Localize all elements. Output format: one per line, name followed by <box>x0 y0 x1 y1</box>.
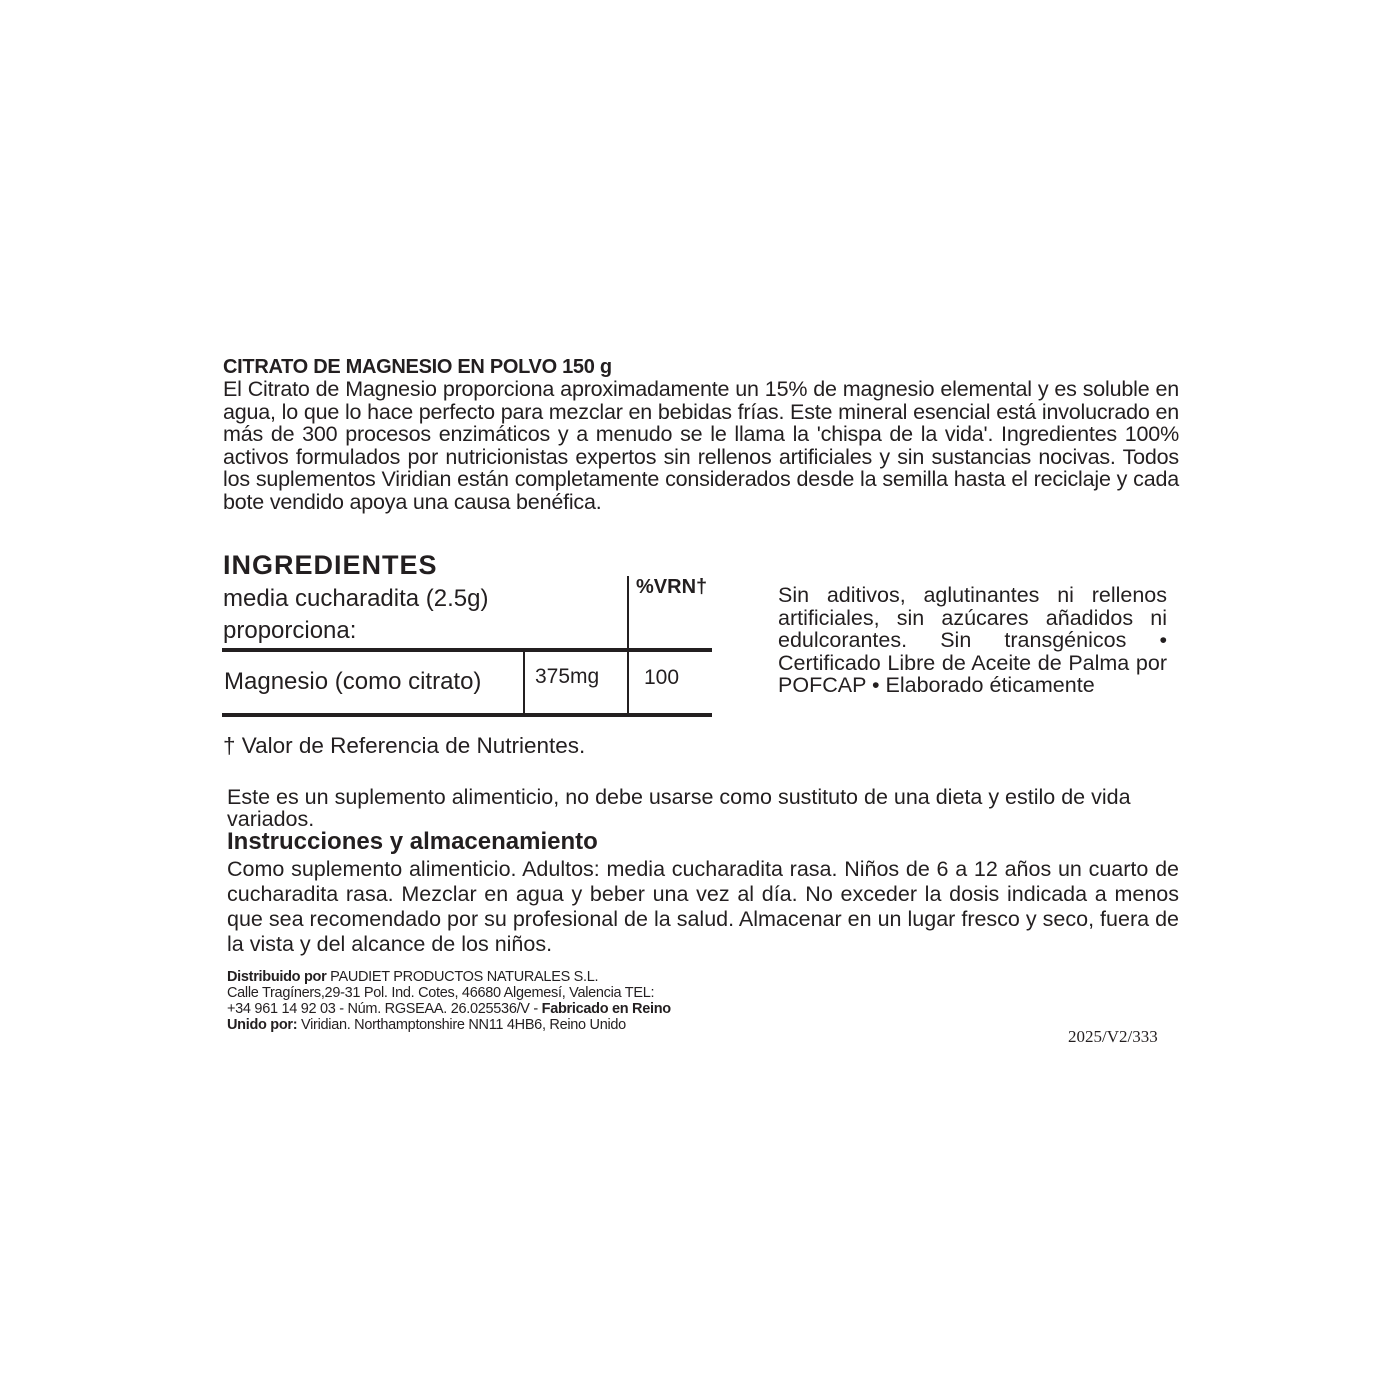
phone-registration-line <box>227 1001 787 1017</box>
distributor-info <box>227 969 787 1033</box>
instructions-body: Como suplemento alimenticio. Adultos: media cucharadita rasa. Niños de 6 a 12 años un cuarto de cucharadita rasa. Mezclar en agua y beber una vez al día. No exceder la dosis indicada a menos que sea recomendado por su profesional de la salud. Almacenar en un lugar fresco y seco, fuera de la vista y del alcance de los niños. <box>227 857 1179 956</box>
nutrient-amount: 375mg <box>535 665 600 688</box>
made-in-label: Fabricado en Reino <box>541 1001 671 1017</box>
product-description: El Citrato de Magnesio proporciona aproximadamente un 15% de magnesio elemental y es soluble en agua, lo que lo hace perfecto para mezclar en bebidas frías. Este mineral esencial está involucrado en más de 300 procesos enzimáticos y a menudo se le llama la 'chispa de la vida'. Ingredientes 100% activos formulados por nutricionistas expertos sin rellenos artificiales y sin sustancias nocivas. Todos los suplementos Viridian están completamente considerados desde la semilla hasta el reciclaje y cada bote vendido apoya una causa benéfica. <box>223 377 1179 514</box>
nutrient-name: Magnesio (como citrato) <box>224 668 482 695</box>
distributor-label: Distribuido por <box>227 969 327 985</box>
distributor-name: PAUDIET PRODUCTOS NATURALES S.L. <box>326 969 599 985</box>
vrn-footnote: † Valor de Referencia de Nutrientes. <box>223 733 586 758</box>
manufacturer-line <box>227 1017 787 1033</box>
manufacturer-info: Viridian. Northamptonshire NN11 4HB6, Reino Unido <box>297 1017 626 1033</box>
serving-size <box>223 583 603 647</box>
free-from-note: Sin aditivos, aglutinantes ni rellenos artificiales, sin azúcares añadidos ni edulcorantes. Sin transgénicos • Certificado Libre de Aceite de Palma por POFCAP • Elaborado éticamente <box>778 583 1167 697</box>
vrn-column-header: %VRN† <box>636 576 708 598</box>
phone-registration: +34 961 14 92 03 - Núm. RGSEAA. 26.025536/V - <box>227 1001 542 1017</box>
distributor-line <box>227 969 787 985</box>
distributor-address: Calle Tragíners,29-31 Pol. Ind. Cotes, 46680 Algemesí, Valencia TEL: <box>227 985 655 1001</box>
ingredients-heading: INGREDIENTES <box>223 550 438 580</box>
serving-provides-line: proporciona: <box>223 617 357 644</box>
table-divider-header <box>627 576 629 650</box>
version-code: 2025/V2/333 <box>1068 1027 1158 1046</box>
table-rule-top <box>222 648 712 652</box>
table-divider-vrn <box>627 652 629 714</box>
supplement-warning: Este es un suplemento alimenticio, no debe usarse como sustituto de una dieta y estilo de vida variados. <box>227 785 1131 831</box>
product-title: CITRATO DE MAGNESIO EN POLVO 150 g <box>223 356 612 378</box>
instructions-heading: Instrucciones y almacenamiento <box>227 828 598 855</box>
table-divider-amount <box>523 652 525 714</box>
united-label: Unido por: <box>227 1017 298 1033</box>
table-rule-bottom <box>222 713 712 717</box>
serving-size-line: media cucharadita (2.5g) <box>223 585 489 612</box>
nutrient-vrn: 100 <box>644 666 680 689</box>
